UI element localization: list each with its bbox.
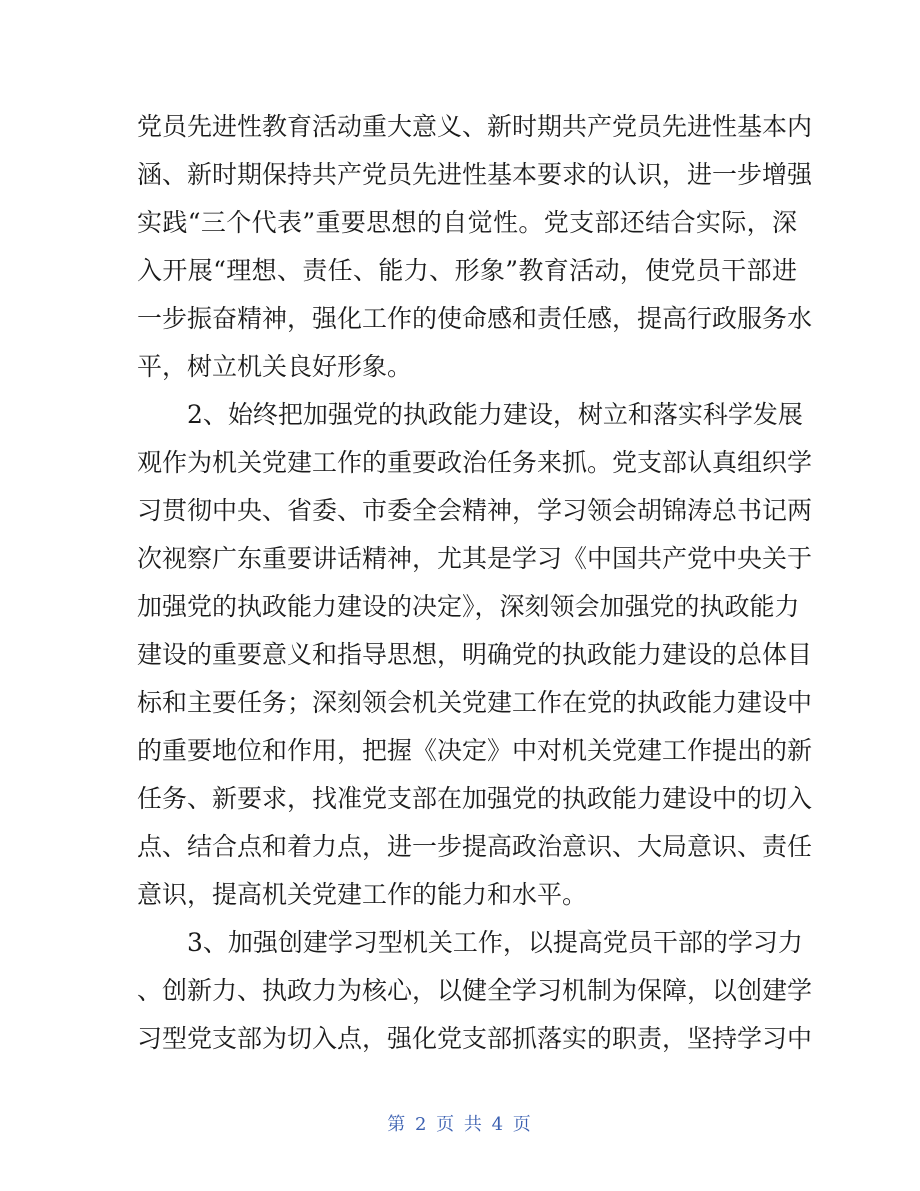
text-line: 一步振奋精神，强化工作的使命感和责任感，提高行政服务水 [137,304,813,333]
text-line: 习型党支部为切入点，强化党支部抓落实的职责，坚持学习中 [137,1024,813,1053]
text-line: 的重要地位和作用，把握《决定》中对机关党建工作提出的新 [137,736,813,765]
text-line: 加强党的执政能力建设的决定》，深刻领会加强党的执政能力 [137,592,800,621]
page-number-footer: 第 2 页 共 4 页 [387,1114,533,1135]
text-line: 建设的重要意义和指导思想，明确党的执政能力建设的总体目 [137,640,813,669]
document-body [137,103,813,1063]
paragraph-3 [137,919,813,1063]
paragraph-2 [137,391,813,919]
paragraph-1 [137,103,813,391]
text-line: 平，树立机关良好形象。 [137,352,413,381]
text-line: 观作为机关党建工作的重要政治任务来抓。党支部认真组织学 [137,448,813,477]
text-line: 实践“三个代表”重要思想的自觉性。党支部还结合实际，深 [137,208,797,237]
text-line: 意识，提高机关党建工作的能力和水平。 [137,880,588,909]
text-line: 入开展“理想、责任、能力、形象”教育活动，使党员干部进 [137,256,797,285]
text-line: 点、结合点和着力点，进一步提高政治意识、大局意识、责任 [137,832,813,861]
text-line: 3、加强创建学习型机关工作，以提高党员干部的学习力 [187,928,803,957]
text-line: 党员先进性教育活动重大意义、新时期共产党员先进性基本内 [137,112,813,141]
text-line: 次视察广东重要讲话精神，尤其是学习《中国共产党中央关于 [137,544,813,573]
text-line: 涵、新时期保持共产党员先进性基本要求的认识，进一步增强 [137,160,813,189]
text-line: 、创新力、执政力为核心，以健全学习机制为保障，以创建学 [137,976,813,1005]
text-line: 习贯彻中央、省委、市委全会精神，学习领会胡锦涛总书记两 [137,496,813,525]
text-line: 2、始终把加强党的执政能力建设，树立和落实科学发展 [187,400,803,429]
text-line: 标和主要任务；深刻领会机关党建工作在党的执政能力建设中 [137,688,813,717]
text-line: 任务、新要求，找准党支部在加强党的执政能力建设中的切入 [137,784,813,813]
